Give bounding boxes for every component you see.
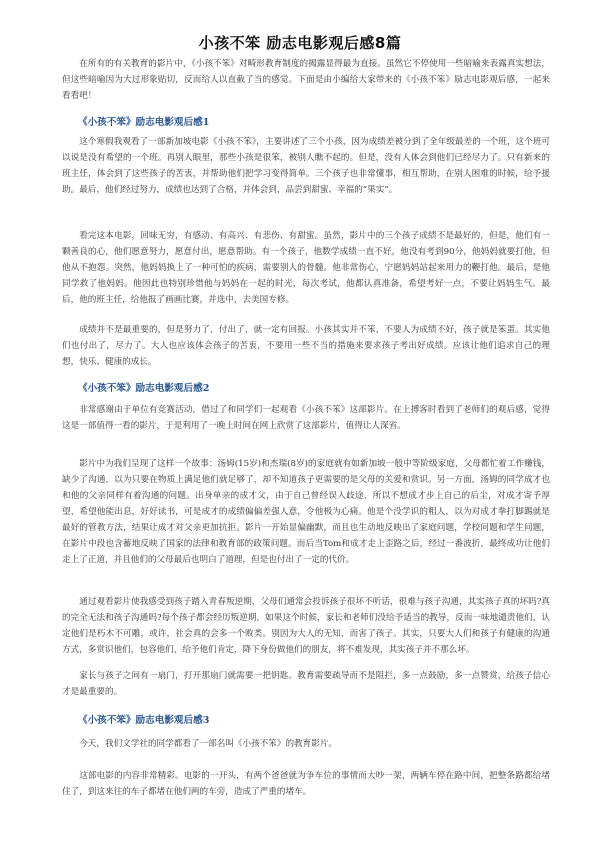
intro-paragraph: 在所有的有关教育的影片中，《小孩不笨》对畸形教育制度的揭露显得最为直接。虽然它不停使用一些暗喻来表露真实想法，但这些暗喻因为大过形象贴切，反而给人以直截了当的感觉。下面是由小编给大家带来的《小孩不笨》励志电影观后感，一起来看看吧！ <box>62 59 550 101</box>
section-1-paragraph-2: 看完这本电影，回味无穷，有感动、有高兴、有悲伤、有甜蜜。虽然，影片中的三个孩子成绩不是最好的，但是，他们有一颗善良的心，他们愿意努力，愿意付出，愿意帮助。有一个孩子，他数学成绩一直不好，他没有考到90分，他妈妈就要打他，但他从不抱怨。突然，他妈妈换上了一种可怕的疾病，需要别人的骨髓。他非常伤心，宁愿妈妈站起来用力的鞭打他。最后，是他同学救了他妈妈。他因此也特别珍惜他与妈妈在一起的时光，每次考试，他都认真准备，希望考好一点，不要让妈妈生气。最后，他的班主任，给他报了画画比赛，并选中，去美国专修。 <box>62 231 550 305</box>
section-1-heading: 《小孩不笨》励志电影观后感1 <box>78 117 210 128</box>
section-2-heading: 《小孩不笨》励志电影观后感2 <box>78 383 210 394</box>
section-2-paragraph-1: 非常感谢由于单位有竞赛活动，借过了和同学们一起观看《小孩不笨》这部影片。在上搏客时看到了老师们的观后感，觉得这是一部值得一看的影片，于是利用了一晚上时间在网上欣赏了这部影片，值得让人深省。 <box>62 405 550 431</box>
section-2-paragraph-2: 影片中为我们呈现了这样一个故事：汤姆(15岁)和杰瑞(8岁)的家庭就有如新加坡一般中等阶级家庭，父母都忙着工作赚钱，缺少了沟通，以为只要在物质上满足他们就足够了，却不知道孩子更需要的是父母的关爱和赏识。另一方面，汤姆的同学成才也和他的父亲同样有着沟通的问题。出身单亲的成才父，由于自己曾经误入歧途，所以不想成才步上自己的后尘，对成才寄予厚望，希望他能出息，好好读书，可是成才的成绩偏偏差强人意，令他极为心痛。他是个没学识的粗人，以为对成才拳打脚踢就是最好的管教方法，结果让成才对父亲更加抗拒。影片一开始显偏幽默，而且也生动地反映出了家庭问题，学校问题和学生问题，在影片中段也含蓄地反映了国家的法律和教育部的政策问题。而后当Tom和成才走上歪路之后，经过一番波折，最终成功让他们走上了正道，并且他们的父母最后也明白了道理，但是也付出了一定的代价。 <box>62 459 550 565</box>
section-3-heading: 《小孩不笨》励志电影观后感3 <box>78 715 210 726</box>
section-2-paragraph-3: 通过观看影片使我感受到孩子踏入青春叛逆期，父母们通常会投诉孩子很坏不听话，很难与孩子沟通，其实孩子真的坏吗?真的完全无法和孩子沟通吗?每个孩子都会经历叛逆期，如果这个时候，家长和老师们没给予适当的教导，反而一味地谴责他们，认定他们是朽木不可雕，或许，社会真的会多一个败类。别因为大人的无知，而害了孩子。其实，只要大人们和孩子有健康的沟通方式，多赏识他们，包容他们，给予他们肯定，降下身份做他们的朋友，将不难发现，其实孩子并不那么坏。 <box>62 597 550 655</box>
section-1-paragraph-3: 成绩并不是最重要的，但是努力了，付出了，就一定有回报。小孩其实并不笨，不要人为成绩不好，孩子就是笨蛋。其实他们也付出了，尽力了。大人也应该体会孩子的苦衷，不要用一些不当的措施来要求孩子考出好成绩。应该让他们追求自己的理想，快乐、健康的成长。 <box>62 325 550 367</box>
document-title: 小孩不笨 励志电影观后感8篇 <box>198 34 402 53</box>
section-2-paragraph-4: 家长与孩子之间有一扇门，打开那扇门就需要一把钥匙。教育需要疏导而不是阻拦，多一点鼓励，多一点赞赏，给孩子信心才是最重要的。 <box>62 671 550 697</box>
section-3-paragraph-2: 这部电影的内容非常精彩。电影的一开头，有两个爸爸就为争车位的事情而大吵一架，两辆车停在路中间，把整条路都给堵住了，到这来往的车子都堵在他们两的车旁，造成了严重的堵车。 <box>62 771 550 797</box>
section-3-paragraph-1: 今天，我们文学社的同学都看了一部名叫《小孩不笨》的教育影片。 <box>79 739 338 749</box>
section-1-paragraph-1: 这个寒假我观看了一部新加坡电影《小孩不笨》，主要讲述了三个小孩，因为成绩差被分到了全年级最差的一个班，这个班可以说是没有希望的一个班。再别人眼里，那些小孩是很笨，被别人瞧不起的。但是，没有人体会到他们已经尽力了。只有新来的班主任，体会到了这些孩子的苦衷，并帮助他们把学习变得简单。三个孩子也非常懂事，相互帮助，在别人困难的时候，给予援助。最后，他们经过努力，成绩也达到了合格，并体会到，品尝到甜蜜、幸福的“果实”。 <box>62 137 550 195</box>
